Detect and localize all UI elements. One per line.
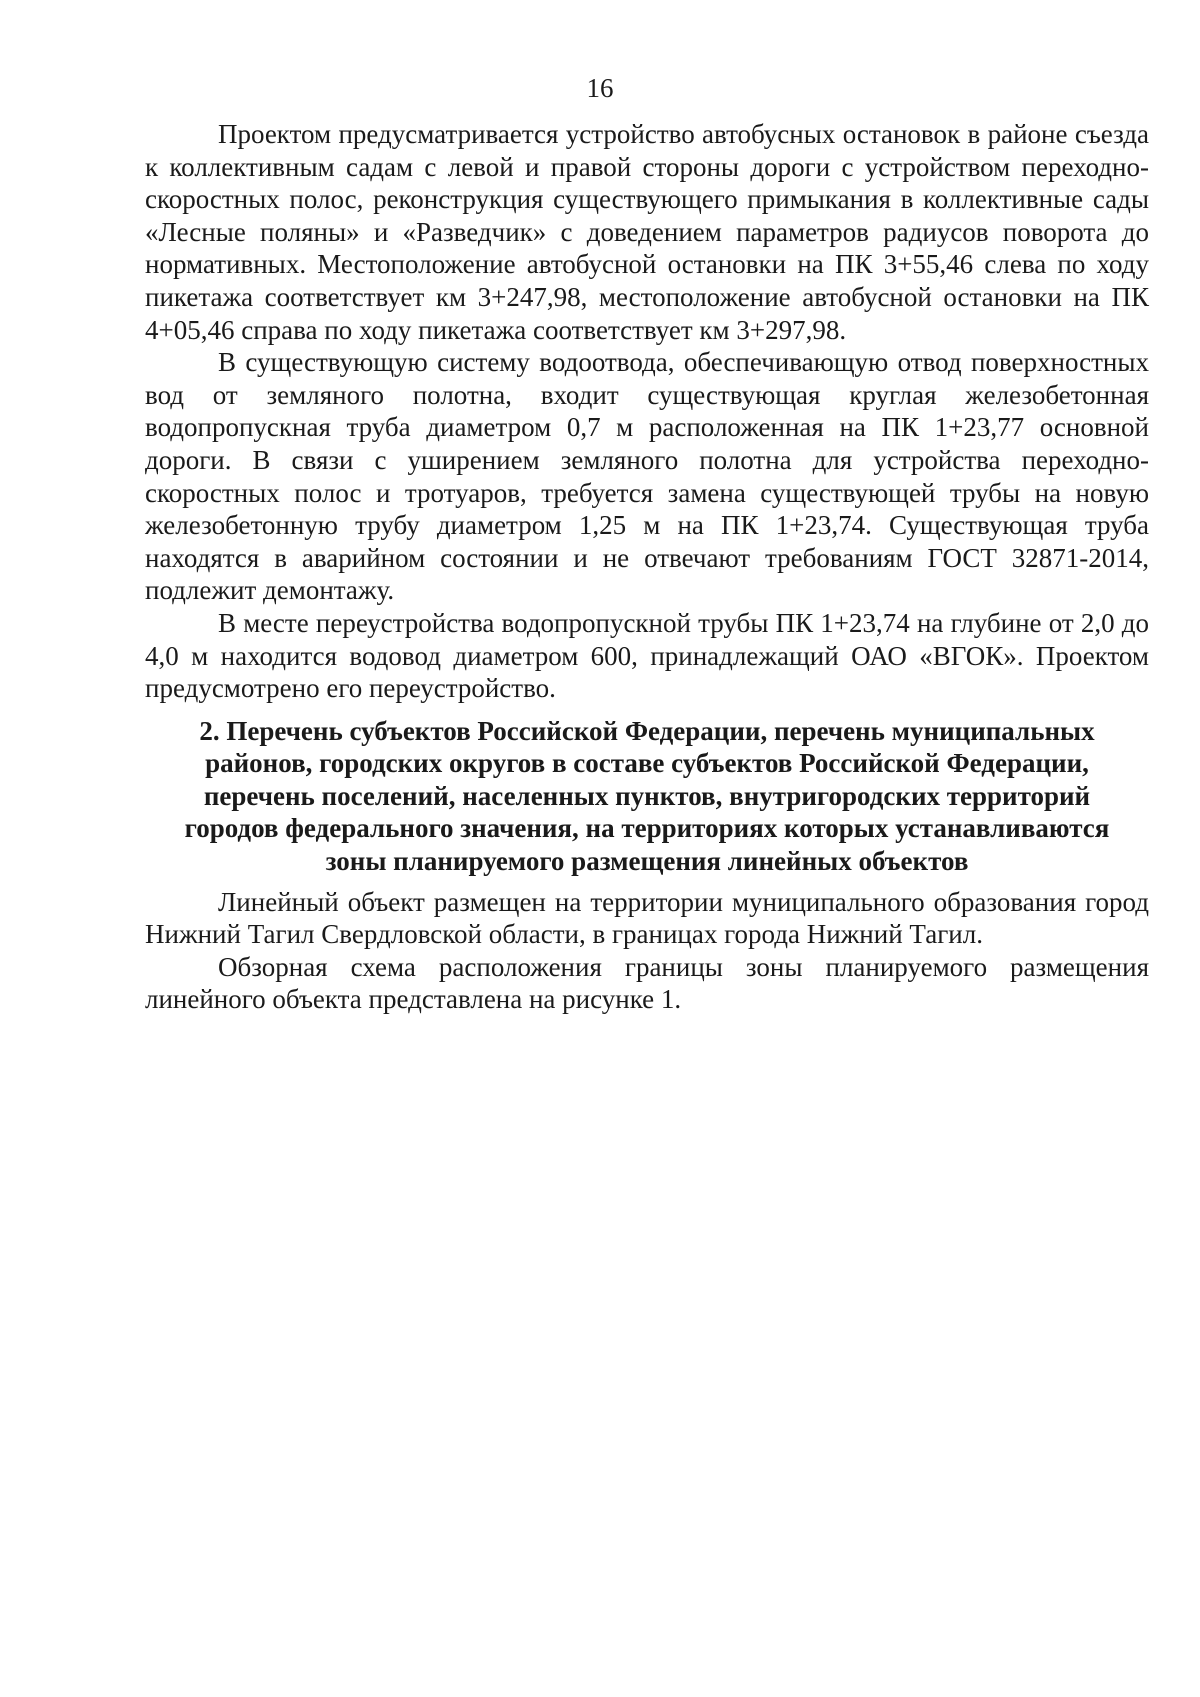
paragraph-water-main: В месте переустройства водопропускной трубы ПК 1+23,74 на глубине от 2,0 до 4,0 м находится водовод диаметром 600, принадлежащий ОАО «ВГОК». Проектом предусмотрено его переустройство. bbox=[145, 607, 1149, 704]
paragraph-overview-scheme: Обзорная схема расположения границы зоны планируемого размещения линейного объекта представлена на рисунке 1. bbox=[145, 951, 1149, 1015]
page-number: 16 bbox=[586, 73, 614, 103]
section-heading: 2. Перечень субъектов Российской Федерации, перечень муниципальных районов, городских округов в составе субъектов Российской Федерации, перечень поселений, населенных пунктов, внутригородских территорий городов федерального значения, на территориях которых устанавливаются зоны планируемого размещения линейных объектов bbox=[184, 715, 1110, 877]
paragraph-object-location: Линейный объект размещен на территории муниципального образования город Нижний Тагил Свердловской области, в границах города Нижний Тагил. bbox=[145, 886, 1149, 950]
paragraph-bus-stops: Проектом предусматривается устройство автобусных остановок в районе съезда к коллективным садам с левой и правой стороны дороги с устройством переходно-скоростных полос, реконструкция существующего примыкания в коллективные сады «Лесные поляны» и «Разведчик» с доведением параметров радиусов поворота до нормативных. Местоположение автобусной остановки на ПК 3+55,46 слева по ходу пикетажа соответствует км 3+247,98, местоположение автобусной остановки на ПК 4+05,46 справа по ходу пикетажа соответствует км 3+297,98. bbox=[145, 119, 1149, 345]
page-content bbox=[145, 118, 1149, 1016]
paragraph-drainage-pipe: В существующую систему водоотвода, обеспечивающую отвод поверхностных вод от земляного полотна, входит существующая круглая железобетонная водопропускная труба диаметром 0,7 м расположенная на ПК 1+23,77 основной дороги. В связи с уширением земляного полотна для устройства переходно-скоростных полос и тротуаров, требуется замена существующей трубы на новую железобетонную трубу диаметром 1,25 м на ПК 1+23,74. Существующая труба находятся в аварийном состоянии и не отвечают требованиям ГОСТ 32871-2014, подлежит демонтажу. bbox=[145, 347, 1149, 606]
